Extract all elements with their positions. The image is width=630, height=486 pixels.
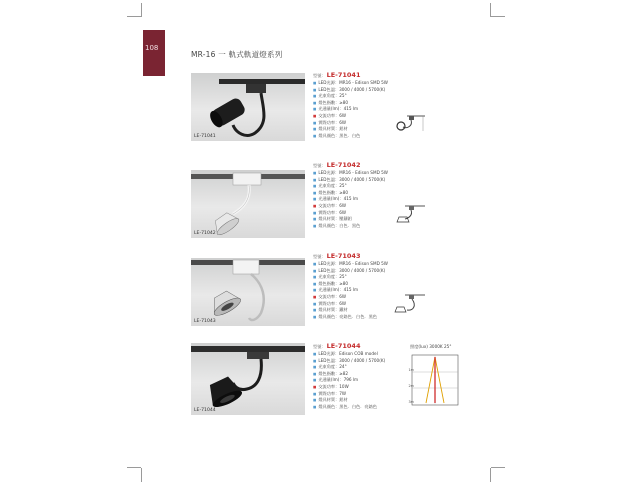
spec-line: ■ LED光源：MR16 - Edison SMD 5W xyxy=(313,261,388,268)
track-light-white-icon xyxy=(191,170,305,238)
product-photo-4 xyxy=(191,343,305,415)
model-heading xyxy=(313,71,388,80)
model-heading xyxy=(313,252,388,261)
spec-line: ■ 光束角度：25° xyxy=(313,183,388,190)
illuminance-chart xyxy=(408,353,462,411)
model-number: LE-71041 xyxy=(326,71,361,79)
crop-mark xyxy=(491,467,505,468)
crop-mark xyxy=(141,3,142,17)
spec-line: ■ 燈色指數：≥82 xyxy=(313,371,385,378)
dimension-drawing-icon xyxy=(395,203,431,225)
spec-line: ■ 實際功率：6W xyxy=(313,301,388,308)
crop-mark xyxy=(141,468,142,482)
photo-label: LE-71043 xyxy=(194,319,216,324)
y-tick-label: 2m xyxy=(408,384,414,388)
spec-line: ■ LED色溫：3000 / 4000 / 5700(K) xyxy=(313,268,388,275)
dimension-drawing-icon xyxy=(393,113,429,135)
spec-line: ■ 燈具材質：壓鑄鋁 xyxy=(313,216,388,223)
spec-line: ■ 燈色指數：≥80 xyxy=(313,190,388,197)
spec-line: ■ 實際功率：7W xyxy=(313,391,385,398)
photo-label: LE-71044 xyxy=(194,408,216,413)
chart-title: 照度(lux) 3000K 25° xyxy=(410,344,452,349)
section-title: MR-16 一 軌式軌道燈系列 xyxy=(191,50,283,59)
model-heading xyxy=(313,161,388,170)
spec-line: ■ 燈具顏色：亮鉻色．白色．黑色 xyxy=(313,314,388,321)
crop-mark xyxy=(490,3,491,17)
crop-mark xyxy=(127,16,141,17)
product-photo-3 xyxy=(191,258,305,326)
model-label: 型號： xyxy=(313,163,326,168)
spec-block-4 xyxy=(313,342,385,410)
y-tick-label: 1m xyxy=(408,368,414,372)
spec-line: ■ 光通量(lm)：415 lm xyxy=(313,287,388,294)
crop-mark xyxy=(491,16,505,17)
spec-line: ■ 燈具顏色：黑色．白色．亮鉻色 xyxy=(313,404,385,411)
spec-line: ■ 交流功率：6W xyxy=(313,294,388,301)
spec-line: ■ 燈具顏色：白色．黑色 xyxy=(313,223,388,230)
spec-line: ■ 光通量(lm)：415 lm xyxy=(313,196,388,203)
model-label: 型號： xyxy=(313,73,326,78)
dimension-drawing-icon xyxy=(393,292,429,316)
photo-label: LE-71042 xyxy=(194,231,216,236)
crop-mark xyxy=(127,467,141,468)
photo-label: LE-71041 xyxy=(194,134,216,139)
spec-line: ■ 光通量(lm)：796 lm xyxy=(313,377,385,384)
spec-line: ■ 燈具材質：鋁材 xyxy=(313,126,388,133)
spec-block-3 xyxy=(313,252,388,320)
spec-line: ■ 光束角度：25° xyxy=(313,274,388,281)
y-tick-label: 3m xyxy=(408,400,414,404)
spec-line: ■ LED色溫：3000 / 4000 / 5700(K) xyxy=(313,177,388,184)
page-number: 108 xyxy=(145,44,159,52)
spec-line: ■ LED色溫：3000 / 4000 / 5700(K) xyxy=(313,87,388,94)
track-light-chrome-icon xyxy=(191,258,305,326)
model-heading xyxy=(313,342,385,351)
page-number-tab xyxy=(143,30,165,76)
spec-line: ■ 燈具材質：鐵材 xyxy=(313,307,388,314)
spec-line: ■ 交流功率：6W xyxy=(313,203,388,210)
model-label: 型號： xyxy=(313,344,326,349)
crop-mark xyxy=(490,468,491,482)
spec-block-2 xyxy=(313,161,388,229)
spec-line: ■ 燈具顏色：黑色．白色 xyxy=(313,133,388,140)
spec-line: ■ LED光源：MR16 - Edison SMD 5W xyxy=(313,80,388,87)
spec-line: ■ 交流功率：10W xyxy=(313,384,385,391)
spec-line: ■ LED色溫：3000 / 4000 / 5700(K) xyxy=(313,358,385,365)
spec-line: ■ 光通量(lm)：415 lm xyxy=(313,106,388,113)
spec-line: ■ 實際功率：6W xyxy=(313,210,388,217)
track-light-cob-icon xyxy=(191,343,305,415)
spec-block-1 xyxy=(313,71,388,139)
spec-line: ■ LED光源：Edison COB model xyxy=(313,351,385,358)
spec-line: ■ 實際功率：6W xyxy=(313,120,388,127)
spec-line: ■ 光束角度：25° xyxy=(313,93,388,100)
model-number: LE-71044 xyxy=(326,342,361,350)
spec-line: ■ LED光源：MR16 - Edison SMD 5W xyxy=(313,170,388,177)
model-label: 型號： xyxy=(313,254,326,259)
spec-line: ■ 燈色指數：≥80 xyxy=(313,281,388,288)
product-photo-2 xyxy=(191,170,305,238)
track-light-black-icon xyxy=(191,73,305,141)
product-photo-1 xyxy=(191,73,305,141)
model-number: LE-71043 xyxy=(326,252,361,260)
spec-line: ■ 光束角度：24° xyxy=(313,364,385,371)
spec-line: ■ 燈具材質：鋁材 xyxy=(313,397,385,404)
model-number: LE-71042 xyxy=(326,161,361,169)
spec-line: ■ 燈色指數：≥80 xyxy=(313,100,388,107)
spec-line: ■ 交流功率：6W xyxy=(313,113,388,120)
